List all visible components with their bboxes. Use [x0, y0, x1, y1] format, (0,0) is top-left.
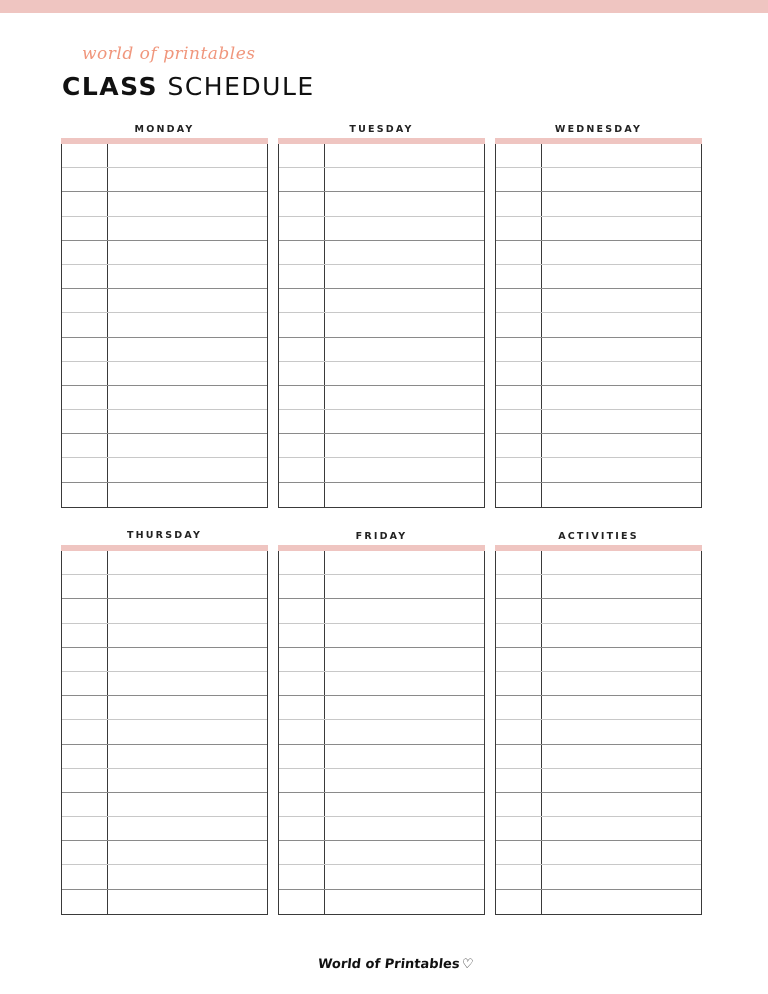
class-cell[interactable]: [542, 648, 701, 671]
time-cell[interactable]: [279, 289, 325, 312]
class-cell[interactable]: [108, 168, 267, 191]
time-cell[interactable]: [62, 720, 108, 743]
schedule-row: [496, 168, 701, 192]
class-cell[interactable]: [108, 313, 267, 336]
schedule-row: [279, 865, 484, 889]
time-cell[interactable]: [62, 313, 108, 336]
time-cell[interactable]: [62, 168, 108, 191]
schedule-row: [279, 599, 484, 623]
time-cell[interactable]: [279, 551, 325, 574]
class-cell[interactable]: [325, 696, 484, 719]
schedule-row: [279, 265, 484, 289]
time-cell[interactable]: [279, 241, 325, 264]
time-cell[interactable]: [62, 624, 108, 647]
schedule-row: [496, 386, 701, 410]
schedule-row: [62, 241, 267, 265]
time-cell[interactable]: [62, 745, 108, 768]
time-cell[interactable]: [496, 865, 542, 888]
class-cell[interactable]: [108, 696, 267, 719]
time-cell[interactable]: [62, 793, 108, 816]
schedule-row: [62, 168, 267, 192]
schedule-row: [62, 793, 267, 817]
time-cell[interactable]: [279, 386, 325, 409]
schedule-row: [279, 362, 484, 386]
schedule-row: [62, 575, 267, 599]
time-cell[interactable]: [62, 865, 108, 888]
schedule-row: [62, 599, 267, 623]
schedule-grid: [278, 551, 485, 915]
schedule-row: [62, 769, 267, 793]
heart-icon: ♡: [460, 957, 475, 972]
class-cell[interactable]: [108, 192, 267, 215]
class-cell[interactable]: [325, 144, 484, 167]
schedule-row: [62, 551, 267, 575]
schedule-row: [62, 890, 267, 914]
schedule-row: [279, 410, 484, 434]
time-cell[interactable]: [62, 289, 108, 312]
class-cell[interactable]: [325, 672, 484, 695]
class-cell[interactable]: [325, 434, 484, 457]
class-cell[interactable]: [108, 410, 267, 433]
schedule-row: [62, 458, 267, 482]
schedule-row: [62, 217, 267, 241]
class-cell[interactable]: [108, 865, 267, 888]
schedule-grid: [61, 551, 268, 915]
schedule-row: [62, 720, 267, 744]
class-cell[interactable]: [542, 575, 701, 598]
class-cell[interactable]: [542, 386, 701, 409]
time-cell[interactable]: [279, 575, 325, 598]
class-cell[interactable]: [108, 793, 267, 816]
class-cell[interactable]: [108, 817, 267, 840]
schedule-row: [496, 289, 701, 313]
class-cell[interactable]: [542, 458, 701, 481]
schedule-row: [279, 817, 484, 841]
time-cell[interactable]: [279, 410, 325, 433]
time-cell[interactable]: [496, 817, 542, 840]
schedule-grid: [61, 144, 268, 508]
time-cell[interactable]: [279, 624, 325, 647]
schedule-row: [279, 624, 484, 648]
time-cell[interactable]: [279, 865, 325, 888]
time-cell[interactable]: [62, 483, 108, 507]
schedule-row: [496, 745, 701, 769]
schedule-row: [279, 434, 484, 458]
schedule-row: [496, 648, 701, 672]
schedule-row: [279, 192, 484, 216]
schedule-row: [62, 745, 267, 769]
class-cell[interactable]: [108, 144, 267, 167]
class-cell[interactable]: [325, 865, 484, 888]
class-cell[interactable]: [108, 648, 267, 671]
time-cell[interactable]: [279, 817, 325, 840]
time-cell[interactable]: [496, 289, 542, 312]
schedule-row: [62, 648, 267, 672]
time-cell[interactable]: [496, 551, 542, 574]
schedule-row: [496, 817, 701, 841]
schedule-grid: [495, 551, 702, 915]
time-cell[interactable]: [279, 769, 325, 792]
class-cell[interactable]: [108, 841, 267, 864]
time-cell[interactable]: [496, 313, 542, 336]
class-cell[interactable]: [542, 144, 701, 167]
class-cell[interactable]: [325, 265, 484, 288]
schedule-row: [279, 672, 484, 696]
class-cell[interactable]: [325, 841, 484, 864]
class-cell[interactable]: [108, 624, 267, 647]
schedule-row: [62, 362, 267, 386]
schedule-row: [496, 696, 701, 720]
time-cell[interactable]: [62, 192, 108, 215]
time-cell[interactable]: [496, 265, 542, 288]
schedule-row: [279, 338, 484, 362]
time-cell[interactable]: [496, 458, 542, 481]
schedule-row: [62, 434, 267, 458]
schedule-row: [496, 217, 701, 241]
schedule-row: [62, 841, 267, 865]
class-cell[interactable]: [542, 241, 701, 264]
schedule-row: [279, 217, 484, 241]
class-cell[interactable]: [542, 362, 701, 385]
class-cell[interactable]: [108, 265, 267, 288]
schedule-row: [279, 575, 484, 599]
time-cell[interactable]: [279, 890, 325, 914]
class-cell[interactable]: [325, 217, 484, 240]
time-cell[interactable]: [62, 769, 108, 792]
class-cell[interactable]: [542, 817, 701, 840]
time-cell[interactable]: [62, 575, 108, 598]
schedule-row: [496, 144, 701, 168]
class-cell[interactable]: [325, 575, 484, 598]
time-cell[interactable]: [496, 192, 542, 215]
time-cell[interactable]: [496, 745, 542, 768]
time-cell[interactable]: [62, 410, 108, 433]
class-cell[interactable]: [542, 769, 701, 792]
class-cell[interactable]: [542, 865, 701, 888]
time-cell[interactable]: [279, 720, 325, 743]
schedule-row: [496, 313, 701, 337]
schedule-row: [62, 672, 267, 696]
schedule-row: [62, 192, 267, 216]
footer-logo: [317, 957, 474, 972]
time-cell[interactable]: [62, 599, 108, 622]
time-cell[interactable]: [62, 434, 108, 457]
time-cell[interactable]: [279, 648, 325, 671]
schedule-row: [279, 168, 484, 192]
class-cell[interactable]: [542, 890, 701, 914]
schedule-row: [496, 434, 701, 458]
time-cell[interactable]: [62, 672, 108, 695]
time-cell[interactable]: [279, 265, 325, 288]
schedule-row: [496, 241, 701, 265]
schedule-row: [279, 551, 484, 575]
class-cell[interactable]: [325, 338, 484, 361]
schedule-row: [62, 483, 267, 507]
class-cell[interactable]: [108, 241, 267, 264]
class-cell[interactable]: [542, 217, 701, 240]
class-cell[interactable]: [542, 672, 701, 695]
time-cell[interactable]: [62, 386, 108, 409]
class-cell[interactable]: [542, 410, 701, 433]
class-cell[interactable]: [108, 599, 267, 622]
time-cell[interactable]: [279, 144, 325, 167]
schedule-row: [62, 386, 267, 410]
time-cell[interactable]: [496, 241, 542, 264]
class-cell[interactable]: [108, 672, 267, 695]
class-cell[interactable]: [108, 289, 267, 312]
schedule-row: [62, 289, 267, 313]
time-cell[interactable]: [496, 672, 542, 695]
time-cell[interactable]: [279, 793, 325, 816]
class-cell[interactable]: [108, 386, 267, 409]
class-cell[interactable]: [325, 192, 484, 215]
class-cell[interactable]: [325, 386, 484, 409]
schedule-grid: [495, 144, 702, 508]
class-cell[interactable]: [325, 410, 484, 433]
brand-script-text: world of printables: [82, 44, 256, 64]
time-cell[interactable]: [279, 192, 325, 215]
schedule-row: [496, 192, 701, 216]
schedule-row: [62, 338, 267, 362]
time-cell[interactable]: [279, 599, 325, 622]
class-cell[interactable]: [542, 434, 701, 457]
class-cell[interactable]: [542, 483, 701, 507]
schedule-row: [62, 265, 267, 289]
schedule-row: [279, 745, 484, 769]
class-cell[interactable]: [325, 458, 484, 481]
schedule-row: [62, 696, 267, 720]
class-cell[interactable]: [542, 745, 701, 768]
schedule-row: [496, 458, 701, 482]
time-cell[interactable]: [279, 483, 325, 507]
class-cell[interactable]: [542, 313, 701, 336]
schedule-row: [496, 338, 701, 362]
schedule-row: [279, 289, 484, 313]
time-cell[interactable]: [496, 890, 542, 914]
time-cell[interactable]: [279, 434, 325, 457]
time-cell[interactable]: [279, 217, 325, 240]
class-cell[interactable]: [108, 217, 267, 240]
class-cell[interactable]: [542, 793, 701, 816]
time-cell[interactable]: [279, 362, 325, 385]
time-cell[interactable]: [496, 217, 542, 240]
time-cell[interactable]: [279, 696, 325, 719]
schedule-row: [496, 575, 701, 599]
schedule-row: [496, 265, 701, 289]
time-cell[interactable]: [279, 313, 325, 336]
time-cell[interactable]: [279, 672, 325, 695]
class-cell[interactable]: [108, 338, 267, 361]
time-cell[interactable]: [496, 144, 542, 167]
schedule-row: [496, 672, 701, 696]
schedule-row: [279, 458, 484, 482]
time-cell[interactable]: [62, 338, 108, 361]
time-cell[interactable]: [62, 362, 108, 385]
schedule-row: [62, 624, 267, 648]
class-cell[interactable]: [325, 720, 484, 743]
schedule-row: [496, 720, 701, 744]
schedule-row: [62, 817, 267, 841]
page-title-light: SCHEDULE: [167, 72, 315, 101]
time-cell[interactable]: [279, 338, 325, 361]
schedule-row: [62, 144, 267, 168]
time-cell[interactable]: [62, 817, 108, 840]
schedule-row: [279, 144, 484, 168]
time-cell[interactable]: [496, 168, 542, 191]
time-cell[interactable]: [279, 841, 325, 864]
schedule-row: [496, 890, 701, 914]
section-label: ACTIVITIES: [558, 531, 639, 542]
class-cell[interactable]: [542, 696, 701, 719]
class-cell[interactable]: [325, 648, 484, 671]
time-cell[interactable]: [496, 769, 542, 792]
class-cell[interactable]: [325, 241, 484, 264]
time-cell[interactable]: [279, 168, 325, 191]
class-cell[interactable]: [542, 624, 701, 647]
time-cell[interactable]: [496, 696, 542, 719]
schedule-row: [496, 769, 701, 793]
class-cell[interactable]: [325, 890, 484, 914]
schedule-row: [62, 410, 267, 434]
time-cell[interactable]: [62, 241, 108, 264]
time-cell[interactable]: [62, 841, 108, 864]
class-cell[interactable]: [108, 483, 267, 507]
class-cell[interactable]: [325, 817, 484, 840]
schedule-row: [496, 410, 701, 434]
time-cell[interactable]: [496, 841, 542, 864]
schedule-row: [496, 841, 701, 865]
time-cell[interactable]: [496, 338, 542, 361]
class-cell[interactable]: [325, 624, 484, 647]
time-cell[interactable]: [496, 575, 542, 598]
time-cell[interactable]: [62, 890, 108, 914]
class-cell[interactable]: [108, 362, 267, 385]
class-cell[interactable]: [542, 265, 701, 288]
class-cell[interactable]: [542, 720, 701, 743]
schedule-row: [496, 551, 701, 575]
class-cell[interactable]: [325, 362, 484, 385]
schedule-row: [279, 890, 484, 914]
class-cell[interactable]: [108, 575, 267, 598]
time-cell[interactable]: [62, 458, 108, 481]
schedule-row: [496, 865, 701, 889]
class-cell[interactable]: [325, 289, 484, 312]
class-cell[interactable]: [542, 289, 701, 312]
class-cell[interactable]: [542, 338, 701, 361]
class-cell[interactable]: [108, 434, 267, 457]
footer-logo-text: World of Printables: [317, 957, 461, 972]
class-cell[interactable]: [108, 458, 267, 481]
schedule-row: [279, 313, 484, 337]
time-cell[interactable]: [496, 599, 542, 622]
class-cell[interactable]: [542, 599, 701, 622]
class-cell[interactable]: [325, 313, 484, 336]
schedule-row: [279, 696, 484, 720]
class-cell[interactable]: [542, 192, 701, 215]
schedule-row: [279, 483, 484, 507]
time-cell[interactable]: [496, 648, 542, 671]
class-cell[interactable]: [325, 599, 484, 622]
schedule-row: [279, 769, 484, 793]
time-cell[interactable]: [279, 458, 325, 481]
class-cell[interactable]: [542, 551, 701, 574]
section-label: THURSDAY: [126, 530, 203, 541]
schedule-row: [279, 648, 484, 672]
schedule-grid: [278, 144, 485, 508]
class-cell[interactable]: [325, 168, 484, 191]
time-cell[interactable]: [496, 362, 542, 385]
time-cell[interactable]: [496, 793, 542, 816]
class-cell[interactable]: [325, 769, 484, 792]
time-cell[interactable]: [62, 648, 108, 671]
class-cell[interactable]: [325, 793, 484, 816]
schedule-row: [496, 599, 701, 623]
class-cell[interactable]: [108, 551, 267, 574]
time-cell[interactable]: [62, 696, 108, 719]
time-cell[interactable]: [496, 410, 542, 433]
class-cell[interactable]: [325, 483, 484, 507]
page-title-bold: CLASS: [62, 72, 159, 101]
time-cell[interactable]: [62, 217, 108, 240]
schedule-row: [62, 313, 267, 337]
top-accent-bar: [0, 0, 768, 13]
section-label: MONDAY: [134, 124, 195, 135]
schedule-row: [279, 241, 484, 265]
class-cell[interactable]: [108, 745, 267, 768]
time-cell[interactable]: [62, 551, 108, 574]
schedule-row: [62, 865, 267, 889]
class-cell[interactable]: [542, 841, 701, 864]
schedule-row: [496, 362, 701, 386]
page-title: [62, 72, 315, 101]
class-cell[interactable]: [542, 168, 701, 191]
schedule-row: [279, 841, 484, 865]
time-cell[interactable]: [496, 720, 542, 743]
time-cell[interactable]: [62, 144, 108, 167]
section-label: FRIDAY: [355, 531, 408, 542]
class-cell[interactable]: [108, 720, 267, 743]
class-cell[interactable]: [108, 769, 267, 792]
schedule-row: [496, 624, 701, 648]
time-cell[interactable]: [496, 483, 542, 507]
class-cell[interactable]: [325, 745, 484, 768]
class-cell[interactable]: [108, 890, 267, 914]
schedule-row: [496, 483, 701, 507]
time-cell[interactable]: [496, 434, 542, 457]
time-cell[interactable]: [62, 265, 108, 288]
class-cell[interactable]: [325, 551, 484, 574]
time-cell[interactable]: [496, 624, 542, 647]
section-label: TUESDAY: [349, 124, 414, 135]
time-cell[interactable]: [496, 386, 542, 409]
time-cell[interactable]: [279, 745, 325, 768]
schedule-row: [279, 386, 484, 410]
schedule-row: [279, 720, 484, 744]
schedule-row: [279, 793, 484, 817]
schedule-row: [496, 793, 701, 817]
section-label: WEDNESDAY: [554, 124, 643, 135]
